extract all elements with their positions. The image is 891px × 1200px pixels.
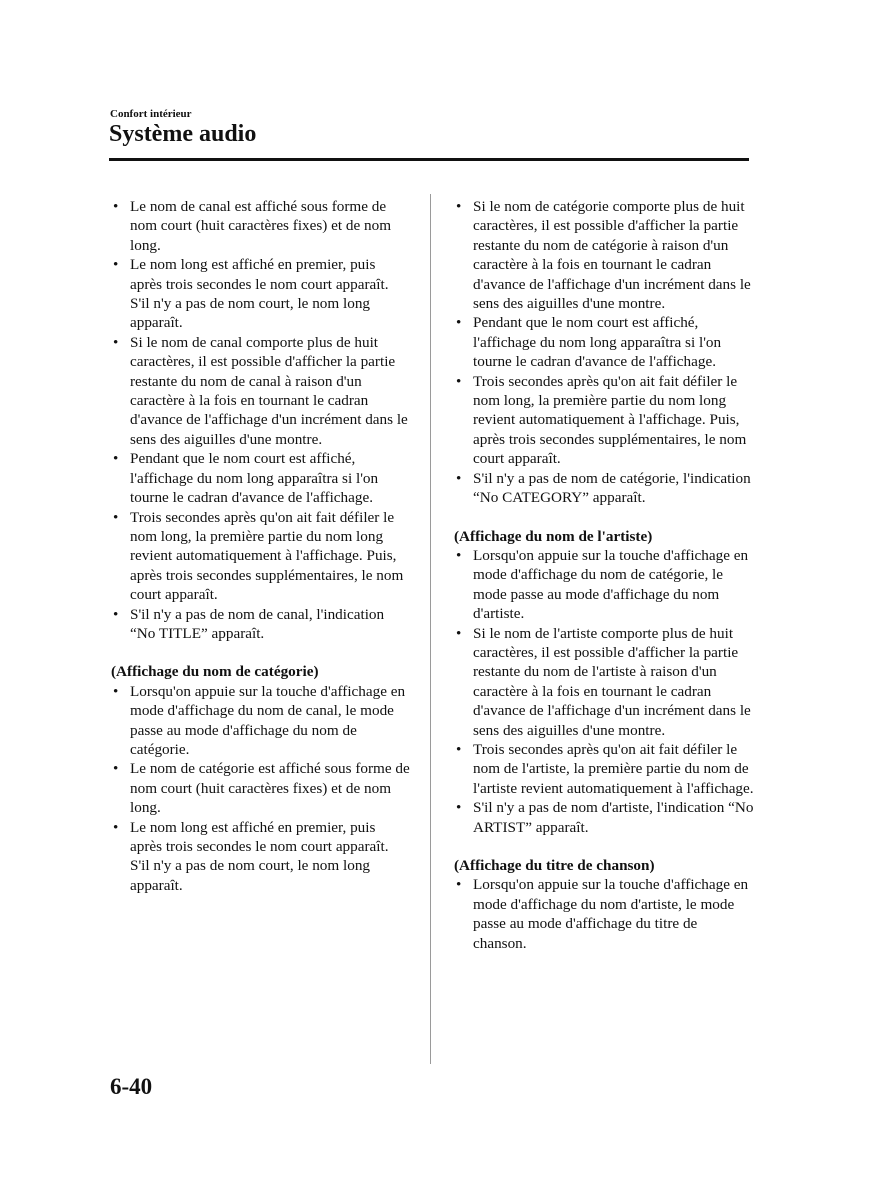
list-item: • Le nom long est affiché en premier, puis après trois secondes le nom court apparaît. S'il n'y a pas de nom court, le nom long apparaît. [111, 818, 411, 896]
page-title: Système audio [109, 121, 257, 147]
list-item: • Le nom de canal est affiché sous forme de nom court (huit caractères fixes) et de nom long. [111, 197, 411, 255]
category-heading: (Affichage du nom de catégorie) [111, 663, 319, 681]
section-label: Confort intérieur [110, 108, 192, 120]
list-item: • Pendant que le nom court est affiché, l'affichage du nom long apparaîtra si l'on tourne le cadran d'avance de l'affichage. [111, 449, 411, 507]
header-rule [109, 158, 749, 161]
category-list [111, 682, 411, 895]
left-column [111, 197, 411, 895]
channel-name-list [111, 197, 411, 643]
page-number: 6-40 [110, 1074, 153, 1099]
list-item: • S'il n'y a pas de nom de canal, l'indication “No TITLE” apparaît. [111, 605, 411, 644]
list-item: • Trois secondes après qu'on ait fait défiler le nom de l'artiste, la première partie du nom de l'artiste revient automatiquement à l'affichage. [454, 740, 754, 798]
song-title-list [454, 875, 754, 953]
list-item: • S'il n'y a pas de nom d'artiste, l'indication “No ARTIST” apparaît. [454, 798, 754, 837]
list-item: • Le nom long est affiché en premier, puis après trois secondes le nom court apparaît. S'il n'y a pas de nom court, le nom long apparaît. [111, 255, 411, 333]
song-title-heading: (Affichage du titre de chanson) [454, 857, 655, 874]
list-item: • Lorsqu'on appuie sur la touche d'affichage en mode d'affichage du nom de catégorie, le mode passe au mode d'affichage du nom d'artiste. [454, 546, 754, 624]
list-item: • Pendant que le nom court est affiché, l'affichage du nom long apparaîtra si l'on tourne le cadran d'avance de l'affichage. [454, 313, 754, 371]
list-item: • Trois secondes après qu'on ait fait défiler le nom long, la première partie du nom long revient automatiquement à l'affichage. Puis, après trois secondes supplémentaires, le nom court apparaît. [111, 508, 411, 605]
right-column [454, 197, 754, 953]
list-item: • Si le nom de catégorie comporte plus de huit caractères, il est possible d'afficher la partie restante du nom de catégorie à raison d'un caractère à la fois en tournant le cadran d'avance de l'affichage d'un incrément dans le sens des aiguilles d'une montre. [454, 197, 754, 313]
list-item: • S'il n'y a pas de nom de catégorie, l'indication “No CATEGORY” apparaît. [454, 469, 754, 508]
artist-list [454, 546, 754, 837]
list-item: • Si le nom de canal comporte plus de huit caractères, il est possible d'afficher la partie restante du nom de canal à raison d'un caractère à la fois en tournant le cadran d'avance de l'affichage d'un incrément dans le sens des aiguilles d'une montre. [111, 333, 411, 449]
list-item: • Lorsqu'on appuie sur la touche d'affichage en mode d'affichage du nom d'artiste, le mode passe au mode d'affichage du titre de chanson. [454, 875, 754, 953]
column-divider [430, 194, 431, 1064]
category-list-continued [454, 197, 754, 508]
list-item: • Le nom de catégorie est affiché sous forme de nom court (huit caractères fixes) et de nom long. [111, 759, 411, 817]
list-item: • Si le nom de l'artiste comporte plus de huit caractères, il est possible d'afficher la partie restante du nom de l'artiste à raison d'un caractère à la fois en tournant le cadran d'avance de l'affichage d'un incrément dans le sens des aiguilles d'une montre. [454, 624, 754, 740]
list-item: • Trois secondes après qu'on ait fait défiler le nom long, la première partie du nom long revient automatiquement à l'affichage. Puis, après trois secondes supplémentaires, le nom court apparaît. [454, 372, 754, 469]
list-item: • Lorsqu'on appuie sur la touche d'affichage en mode d'affichage du nom de canal, le mode passe au mode d'affichage du nom de catégorie. [111, 682, 411, 760]
artist-heading: (Affichage du nom de l'artiste) [454, 527, 653, 545]
